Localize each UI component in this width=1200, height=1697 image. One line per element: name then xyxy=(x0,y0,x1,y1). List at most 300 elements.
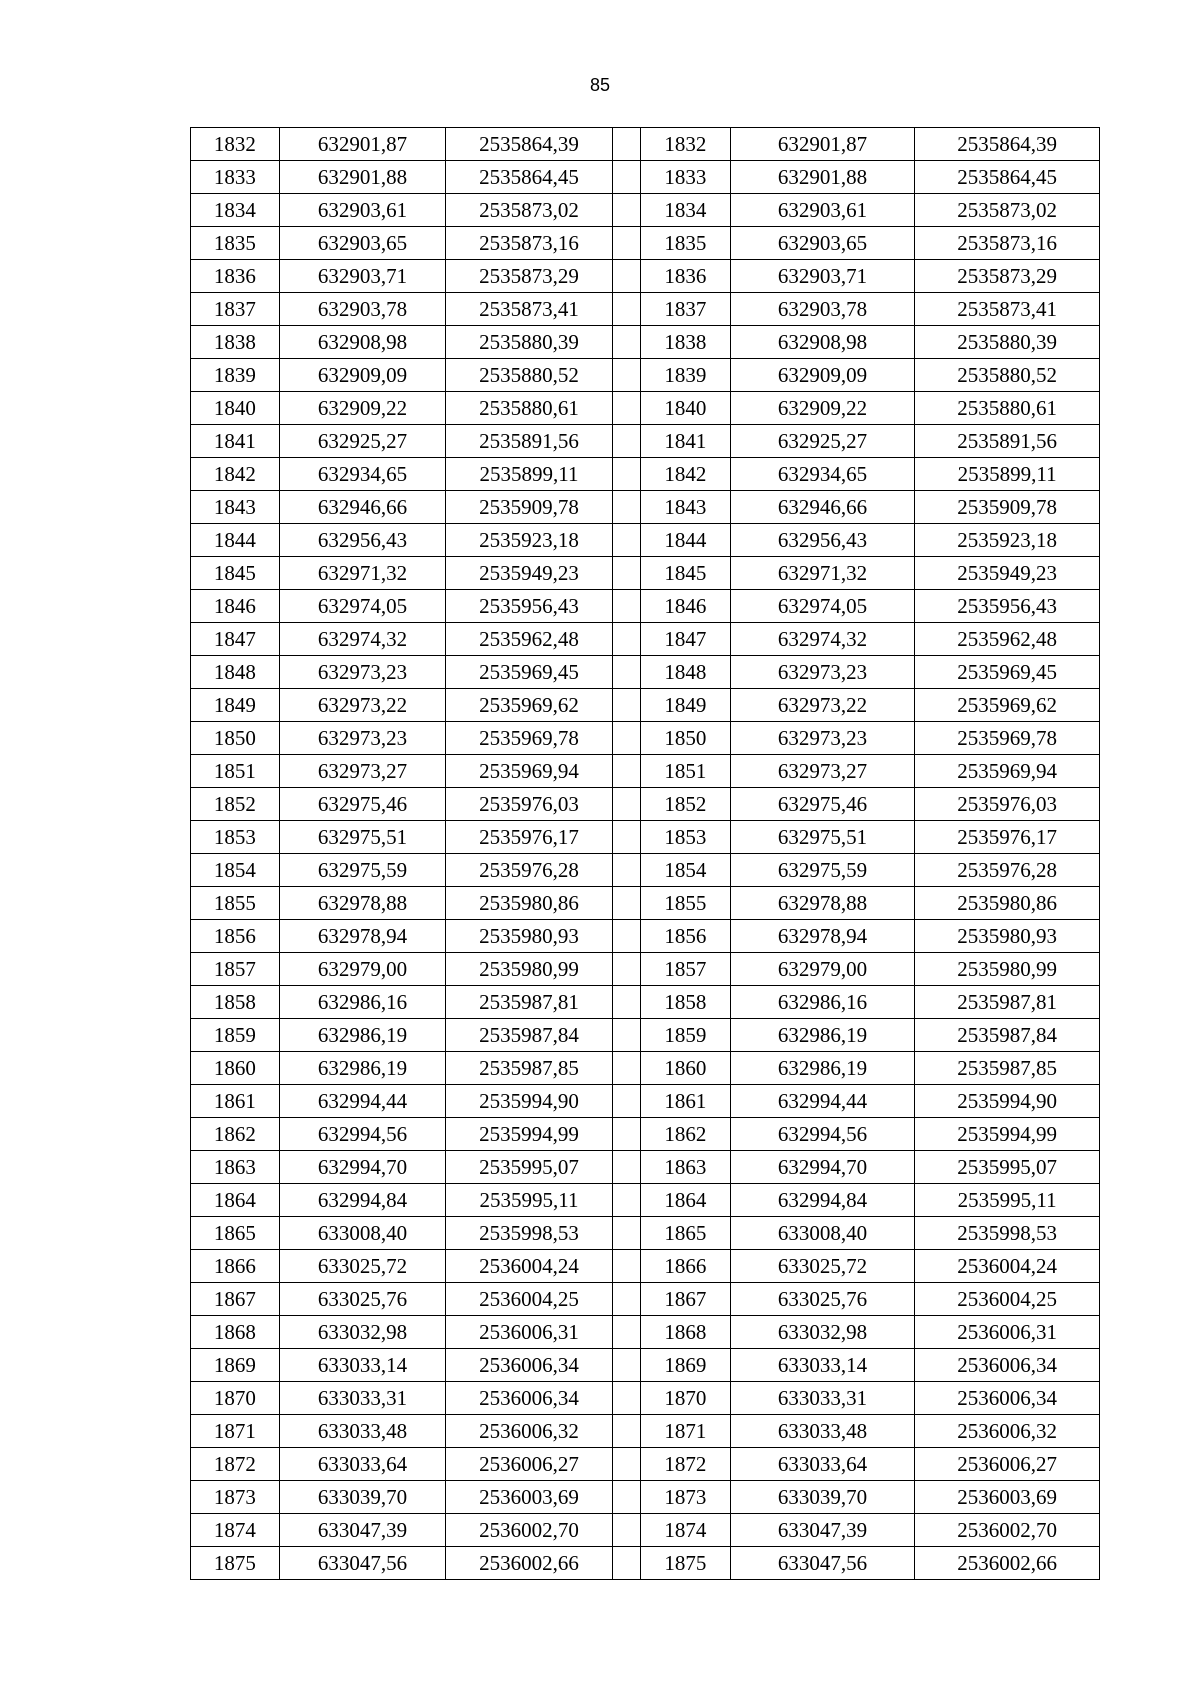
table-row xyxy=(191,161,1100,194)
x-coordinate-cell-left: 632901,88 xyxy=(279,161,445,194)
point-number-cell-left: 1840 xyxy=(191,392,280,425)
y-coordinate-cell-left: 2535976,17 xyxy=(446,821,612,854)
point-number-cell-right: 1842 xyxy=(640,458,730,491)
x-coordinate-cell-left: 633047,56 xyxy=(279,1547,445,1580)
x-coordinate-cell-left: 633025,72 xyxy=(279,1250,445,1283)
separator-cell xyxy=(612,854,640,887)
point-number-cell-left: 1835 xyxy=(191,227,280,260)
separator-cell xyxy=(612,128,640,161)
point-number-cell-right: 1874 xyxy=(640,1514,730,1547)
y-coordinate-cell-left: 2535969,94 xyxy=(446,755,612,788)
separator-cell xyxy=(612,1316,640,1349)
y-coordinate-cell-left: 2536004,25 xyxy=(446,1283,612,1316)
x-coordinate-cell-right: 632903,78 xyxy=(730,293,915,326)
point-number-cell-right: 1844 xyxy=(640,524,730,557)
point-number-cell-right: 1873 xyxy=(640,1481,730,1514)
y-coordinate-cell-right: 2535969,94 xyxy=(915,755,1100,788)
separator-cell xyxy=(612,920,640,953)
y-coordinate-cell-right: 2535880,52 xyxy=(915,359,1100,392)
separator-cell xyxy=(612,293,640,326)
x-coordinate-cell-left: 632903,61 xyxy=(279,194,445,227)
separator-cell xyxy=(612,788,640,821)
separator-cell xyxy=(612,1448,640,1481)
table-row xyxy=(191,1415,1100,1448)
y-coordinate-cell-right: 2535976,17 xyxy=(915,821,1100,854)
x-coordinate-cell-right: 632909,22 xyxy=(730,392,915,425)
y-coordinate-cell-left: 2536003,69 xyxy=(446,1481,612,1514)
point-number-cell-right: 1856 xyxy=(640,920,730,953)
point-number-cell-right: 1839 xyxy=(640,359,730,392)
y-coordinate-cell-left: 2535891,56 xyxy=(446,425,612,458)
y-coordinate-cell-right: 2535899,11 xyxy=(915,458,1100,491)
point-number-cell-left: 1866 xyxy=(191,1250,280,1283)
point-number-cell-right: 1852 xyxy=(640,788,730,821)
separator-cell xyxy=(612,1349,640,1382)
point-number-cell-right: 1869 xyxy=(640,1349,730,1382)
y-coordinate-cell-right: 2535891,56 xyxy=(915,425,1100,458)
y-coordinate-cell-left: 2535873,02 xyxy=(446,194,612,227)
y-coordinate-cell-right: 2535956,43 xyxy=(915,590,1100,623)
point-number-cell-left: 1860 xyxy=(191,1052,280,1085)
y-coordinate-cell-right: 2536006,27 xyxy=(915,1448,1100,1481)
table-row xyxy=(191,1349,1100,1382)
point-number-cell-left: 1854 xyxy=(191,854,280,887)
point-number-cell-right: 1848 xyxy=(640,656,730,689)
x-coordinate-cell-right: 632975,51 xyxy=(730,821,915,854)
table-row xyxy=(191,1250,1100,1283)
point-number-cell-left: 1870 xyxy=(191,1382,280,1415)
table-row xyxy=(191,1085,1100,1118)
separator-cell xyxy=(612,887,640,920)
x-coordinate-cell-left: 632986,19 xyxy=(279,1019,445,1052)
x-coordinate-cell-right: 632994,56 xyxy=(730,1118,915,1151)
point-number-cell-left: 1852 xyxy=(191,788,280,821)
point-number-cell-right: 1862 xyxy=(640,1118,730,1151)
point-number-cell-left: 1858 xyxy=(191,986,280,1019)
y-coordinate-cell-left: 2535969,62 xyxy=(446,689,612,722)
y-coordinate-cell-left: 2535995,07 xyxy=(446,1151,612,1184)
y-coordinate-cell-left: 2535976,28 xyxy=(446,854,612,887)
x-coordinate-cell-right: 632909,09 xyxy=(730,359,915,392)
y-coordinate-cell-left: 2535873,16 xyxy=(446,227,612,260)
x-coordinate-cell-right: 632901,87 xyxy=(730,128,915,161)
table-row xyxy=(191,524,1100,557)
y-coordinate-cell-left: 2535976,03 xyxy=(446,788,612,821)
table-row xyxy=(191,788,1100,821)
y-coordinate-cell-left: 2535998,53 xyxy=(446,1217,612,1250)
point-number-cell-left: 1869 xyxy=(191,1349,280,1382)
point-number-cell-right: 1840 xyxy=(640,392,730,425)
point-number-cell-right: 1836 xyxy=(640,260,730,293)
table-row xyxy=(191,656,1100,689)
table-row xyxy=(191,557,1100,590)
y-coordinate-cell-right: 2535987,84 xyxy=(915,1019,1100,1052)
separator-cell xyxy=(612,755,640,788)
point-number-cell-left: 1872 xyxy=(191,1448,280,1481)
y-coordinate-cell-left: 2535923,18 xyxy=(446,524,612,557)
x-coordinate-cell-left: 633025,76 xyxy=(279,1283,445,1316)
x-coordinate-cell-left: 632909,09 xyxy=(279,359,445,392)
x-coordinate-cell-left: 633033,31 xyxy=(279,1382,445,1415)
point-number-cell-left: 1848 xyxy=(191,656,280,689)
table-row xyxy=(191,1052,1100,1085)
point-number-cell-right: 1867 xyxy=(640,1283,730,1316)
point-number-cell-left: 1873 xyxy=(191,1481,280,1514)
x-coordinate-cell-left: 632975,46 xyxy=(279,788,445,821)
point-number-cell-right: 1860 xyxy=(640,1052,730,1085)
table-row xyxy=(191,326,1100,359)
y-coordinate-cell-right: 2535962,48 xyxy=(915,623,1100,656)
separator-cell xyxy=(612,1514,640,1547)
separator-cell xyxy=(612,722,640,755)
point-number-cell-left: 1851 xyxy=(191,755,280,788)
x-coordinate-cell-right: 632986,19 xyxy=(730,1019,915,1052)
x-coordinate-cell-right: 633033,64 xyxy=(730,1448,915,1481)
table-row xyxy=(191,887,1100,920)
x-coordinate-cell-left: 632901,87 xyxy=(279,128,445,161)
y-coordinate-cell-right: 2535980,93 xyxy=(915,920,1100,953)
x-coordinate-cell-right: 632973,27 xyxy=(730,755,915,788)
separator-cell xyxy=(612,260,640,293)
x-coordinate-cell-right: 632974,32 xyxy=(730,623,915,656)
x-coordinate-cell-right: 632971,32 xyxy=(730,557,915,590)
point-number-cell-left: 1836 xyxy=(191,260,280,293)
point-number-cell-left: 1850 xyxy=(191,722,280,755)
x-coordinate-cell-right: 633033,48 xyxy=(730,1415,915,1448)
point-number-cell-left: 1853 xyxy=(191,821,280,854)
separator-cell xyxy=(612,1052,640,1085)
x-coordinate-cell-left: 632908,98 xyxy=(279,326,445,359)
separator-cell xyxy=(612,557,640,590)
point-number-cell-left: 1841 xyxy=(191,425,280,458)
y-coordinate-cell-right: 2536006,31 xyxy=(915,1316,1100,1349)
point-number-cell-left: 1865 xyxy=(191,1217,280,1250)
separator-cell xyxy=(612,1547,640,1580)
table-row xyxy=(191,260,1100,293)
y-coordinate-cell-left: 2535909,78 xyxy=(446,491,612,524)
y-coordinate-cell-right: 2535987,81 xyxy=(915,986,1100,1019)
point-number-cell-right: 1847 xyxy=(640,623,730,656)
table-row xyxy=(191,821,1100,854)
point-number-cell-left: 1859 xyxy=(191,1019,280,1052)
y-coordinate-cell-right: 2536004,24 xyxy=(915,1250,1100,1283)
point-number-cell-left: 1834 xyxy=(191,194,280,227)
point-number-cell-right: 1846 xyxy=(640,590,730,623)
x-coordinate-cell-left: 632973,22 xyxy=(279,689,445,722)
x-coordinate-cell-left: 632956,43 xyxy=(279,524,445,557)
separator-cell xyxy=(612,986,640,1019)
y-coordinate-cell-left: 2535969,78 xyxy=(446,722,612,755)
x-coordinate-cell-right: 633033,14 xyxy=(730,1349,915,1382)
point-number-cell-right: 1854 xyxy=(640,854,730,887)
x-coordinate-cell-left: 632973,27 xyxy=(279,755,445,788)
x-coordinate-cell-right: 632956,43 xyxy=(730,524,915,557)
x-coordinate-cell-left: 632903,78 xyxy=(279,293,445,326)
y-coordinate-cell-left: 2536006,32 xyxy=(446,1415,612,1448)
point-number-cell-right: 1871 xyxy=(640,1415,730,1448)
point-number-cell-left: 1849 xyxy=(191,689,280,722)
x-coordinate-cell-left: 633033,64 xyxy=(279,1448,445,1481)
y-coordinate-cell-left: 2536006,27 xyxy=(446,1448,612,1481)
separator-cell xyxy=(612,1019,640,1052)
coordinates-table xyxy=(190,127,1100,1580)
y-coordinate-cell-left: 2536002,66 xyxy=(446,1547,612,1580)
y-coordinate-cell-left: 2536006,31 xyxy=(446,1316,612,1349)
point-number-cell-right: 1832 xyxy=(640,128,730,161)
table-row xyxy=(191,986,1100,1019)
separator-cell xyxy=(612,590,640,623)
point-number-cell-left: 1861 xyxy=(191,1085,280,1118)
table-row xyxy=(191,491,1100,524)
x-coordinate-cell-left: 632994,70 xyxy=(279,1151,445,1184)
x-coordinate-cell-left: 632986,19 xyxy=(279,1052,445,1085)
separator-cell xyxy=(612,1184,640,1217)
y-coordinate-cell-right: 2536004,25 xyxy=(915,1283,1100,1316)
y-coordinate-cell-right: 2535949,23 xyxy=(915,557,1100,590)
x-coordinate-cell-right: 632934,65 xyxy=(730,458,915,491)
point-number-cell-right: 1835 xyxy=(640,227,730,260)
y-coordinate-cell-right: 2536006,32 xyxy=(915,1415,1100,1448)
point-number-cell-right: 1872 xyxy=(640,1448,730,1481)
x-coordinate-cell-left: 633047,39 xyxy=(279,1514,445,1547)
table-row xyxy=(191,1283,1100,1316)
y-coordinate-cell-left: 2535994,90 xyxy=(446,1085,612,1118)
separator-cell xyxy=(612,227,640,260)
point-number-cell-left: 1871 xyxy=(191,1415,280,1448)
y-coordinate-cell-right: 2535880,39 xyxy=(915,326,1100,359)
point-number-cell-left: 1837 xyxy=(191,293,280,326)
y-coordinate-cell-right: 2535994,99 xyxy=(915,1118,1100,1151)
table-row xyxy=(191,755,1100,788)
table-row xyxy=(191,293,1100,326)
point-number-cell-right: 1868 xyxy=(640,1316,730,1349)
x-coordinate-cell-left: 633033,14 xyxy=(279,1349,445,1382)
point-number-cell-right: 1858 xyxy=(640,986,730,1019)
y-coordinate-cell-right: 2535976,28 xyxy=(915,854,1100,887)
x-coordinate-cell-left: 632994,56 xyxy=(279,1118,445,1151)
x-coordinate-cell-left: 632974,32 xyxy=(279,623,445,656)
y-coordinate-cell-right: 2535987,85 xyxy=(915,1052,1100,1085)
x-coordinate-cell-right: 633025,72 xyxy=(730,1250,915,1283)
y-coordinate-cell-left: 2535899,11 xyxy=(446,458,612,491)
separator-cell xyxy=(612,1151,640,1184)
x-coordinate-cell-left: 632903,65 xyxy=(279,227,445,260)
point-number-cell-right: 1850 xyxy=(640,722,730,755)
point-number-cell-right: 1863 xyxy=(640,1151,730,1184)
table-row xyxy=(191,590,1100,623)
x-coordinate-cell-right: 632973,22 xyxy=(730,689,915,722)
point-number-cell-right: 1841 xyxy=(640,425,730,458)
x-coordinate-cell-left: 632978,88 xyxy=(279,887,445,920)
table-row xyxy=(191,128,1100,161)
separator-cell xyxy=(612,524,640,557)
x-coordinate-cell-left: 632975,59 xyxy=(279,854,445,887)
table-row xyxy=(191,1514,1100,1547)
point-number-cell-left: 1856 xyxy=(191,920,280,953)
x-coordinate-cell-left: 632971,32 xyxy=(279,557,445,590)
x-coordinate-cell-right: 633008,40 xyxy=(730,1217,915,1250)
separator-cell xyxy=(612,821,640,854)
y-coordinate-cell-right: 2536006,34 xyxy=(915,1349,1100,1382)
x-coordinate-cell-left: 633033,48 xyxy=(279,1415,445,1448)
y-coordinate-cell-left: 2535994,99 xyxy=(446,1118,612,1151)
y-coordinate-cell-right: 2535980,99 xyxy=(915,953,1100,986)
point-number-cell-left: 1832 xyxy=(191,128,280,161)
point-number-cell-right: 1845 xyxy=(640,557,730,590)
table-row xyxy=(191,1382,1100,1415)
y-coordinate-cell-right: 2535976,03 xyxy=(915,788,1100,821)
y-coordinate-cell-left: 2535873,41 xyxy=(446,293,612,326)
x-coordinate-cell-right: 632994,84 xyxy=(730,1184,915,1217)
y-coordinate-cell-left: 2535987,85 xyxy=(446,1052,612,1085)
y-coordinate-cell-right: 2536002,70 xyxy=(915,1514,1100,1547)
separator-cell xyxy=(612,1250,640,1283)
point-number-cell-right: 1833 xyxy=(640,161,730,194)
y-coordinate-cell-left: 2535980,93 xyxy=(446,920,612,953)
point-number-cell-right: 1834 xyxy=(640,194,730,227)
y-coordinate-cell-left: 2536002,70 xyxy=(446,1514,612,1547)
x-coordinate-cell-right: 632978,88 xyxy=(730,887,915,920)
y-coordinate-cell-right: 2535873,16 xyxy=(915,227,1100,260)
table-row xyxy=(191,1118,1100,1151)
y-coordinate-cell-right: 2535998,53 xyxy=(915,1217,1100,1250)
point-number-cell-left: 1845 xyxy=(191,557,280,590)
y-coordinate-cell-left: 2535956,43 xyxy=(446,590,612,623)
x-coordinate-cell-left: 632974,05 xyxy=(279,590,445,623)
point-number-cell-left: 1875 xyxy=(191,1547,280,1580)
point-number-cell-left: 1844 xyxy=(191,524,280,557)
y-coordinate-cell-right: 2535980,86 xyxy=(915,887,1100,920)
separator-cell xyxy=(612,689,640,722)
y-coordinate-cell-right: 2535923,18 xyxy=(915,524,1100,557)
x-coordinate-cell-right: 632994,44 xyxy=(730,1085,915,1118)
point-number-cell-right: 1870 xyxy=(640,1382,730,1415)
y-coordinate-cell-left: 2535880,39 xyxy=(446,326,612,359)
y-coordinate-cell-left: 2535873,29 xyxy=(446,260,612,293)
point-number-cell-left: 1833 xyxy=(191,161,280,194)
y-coordinate-cell-right: 2535873,02 xyxy=(915,194,1100,227)
y-coordinate-cell-left: 2535987,81 xyxy=(446,986,612,1019)
point-number-cell-left: 1847 xyxy=(191,623,280,656)
x-coordinate-cell-right: 632903,65 xyxy=(730,227,915,260)
x-coordinate-cell-right: 632986,19 xyxy=(730,1052,915,1085)
y-coordinate-cell-left: 2536004,24 xyxy=(446,1250,612,1283)
point-number-cell-left: 1874 xyxy=(191,1514,280,1547)
table-row xyxy=(191,623,1100,656)
point-number-cell-left: 1857 xyxy=(191,953,280,986)
separator-cell xyxy=(612,1382,640,1415)
x-coordinate-cell-left: 633032,98 xyxy=(279,1316,445,1349)
point-number-cell-right: 1838 xyxy=(640,326,730,359)
point-number-cell-left: 1867 xyxy=(191,1283,280,1316)
y-coordinate-cell-right: 2535969,62 xyxy=(915,689,1100,722)
x-coordinate-cell-left: 632975,51 xyxy=(279,821,445,854)
separator-cell xyxy=(612,1481,640,1514)
x-coordinate-cell-right: 632973,23 xyxy=(730,656,915,689)
separator-cell xyxy=(612,491,640,524)
separator-cell xyxy=(612,194,640,227)
x-coordinate-cell-right: 632994,70 xyxy=(730,1151,915,1184)
table-row xyxy=(191,227,1100,260)
point-number-cell-right: 1849 xyxy=(640,689,730,722)
y-coordinate-cell-left: 2535962,48 xyxy=(446,623,612,656)
table-row xyxy=(191,425,1100,458)
y-coordinate-cell-right: 2535880,61 xyxy=(915,392,1100,425)
point-number-cell-left: 1846 xyxy=(191,590,280,623)
x-coordinate-cell-left: 632979,00 xyxy=(279,953,445,986)
point-number-cell-right: 1861 xyxy=(640,1085,730,1118)
y-coordinate-cell-right: 2535864,39 xyxy=(915,128,1100,161)
y-coordinate-cell-right: 2535995,11 xyxy=(915,1184,1100,1217)
point-number-cell-right: 1851 xyxy=(640,755,730,788)
separator-cell xyxy=(612,953,640,986)
point-number-cell-right: 1865 xyxy=(640,1217,730,1250)
table-row xyxy=(191,359,1100,392)
table-row xyxy=(191,1217,1100,1250)
y-coordinate-cell-right: 2535994,90 xyxy=(915,1085,1100,1118)
point-number-cell-right: 1866 xyxy=(640,1250,730,1283)
separator-cell xyxy=(612,623,640,656)
x-coordinate-cell-right: 632975,59 xyxy=(730,854,915,887)
x-coordinate-cell-left: 632934,65 xyxy=(279,458,445,491)
table-row xyxy=(191,1547,1100,1580)
x-coordinate-cell-right: 632901,88 xyxy=(730,161,915,194)
x-coordinate-cell-left: 632994,84 xyxy=(279,1184,445,1217)
x-coordinate-cell-right: 632925,27 xyxy=(730,425,915,458)
y-coordinate-cell-right: 2535969,78 xyxy=(915,722,1100,755)
x-coordinate-cell-right: 632973,23 xyxy=(730,722,915,755)
y-coordinate-cell-left: 2536006,34 xyxy=(446,1382,612,1415)
x-coordinate-cell-left: 633039,70 xyxy=(279,1481,445,1514)
table-body xyxy=(191,128,1100,1580)
point-number-cell-right: 1875 xyxy=(640,1547,730,1580)
point-number-cell-right: 1853 xyxy=(640,821,730,854)
x-coordinate-cell-left: 632973,23 xyxy=(279,656,445,689)
table-row xyxy=(191,1019,1100,1052)
x-coordinate-cell-right: 632978,94 xyxy=(730,920,915,953)
point-number-cell-left: 1868 xyxy=(191,1316,280,1349)
table-row xyxy=(191,1481,1100,1514)
x-coordinate-cell-right: 633047,56 xyxy=(730,1547,915,1580)
x-coordinate-cell-left: 632978,94 xyxy=(279,920,445,953)
y-coordinate-cell-right: 2535995,07 xyxy=(915,1151,1100,1184)
point-number-cell-left: 1862 xyxy=(191,1118,280,1151)
y-coordinate-cell-right: 2535873,41 xyxy=(915,293,1100,326)
x-coordinate-cell-right: 632986,16 xyxy=(730,986,915,1019)
y-coordinate-cell-left: 2535949,23 xyxy=(446,557,612,590)
x-coordinate-cell-left: 632946,66 xyxy=(279,491,445,524)
page-number: 85 xyxy=(589,75,611,95)
x-coordinate-cell-right: 632903,71 xyxy=(730,260,915,293)
y-coordinate-cell-right: 2535909,78 xyxy=(915,491,1100,524)
table-row xyxy=(191,953,1100,986)
point-number-cell-right: 1843 xyxy=(640,491,730,524)
x-coordinate-cell-right: 632908,98 xyxy=(730,326,915,359)
x-coordinate-cell-right: 633032,98 xyxy=(730,1316,915,1349)
table-row xyxy=(191,1151,1100,1184)
x-coordinate-cell-left: 632994,44 xyxy=(279,1085,445,1118)
separator-cell xyxy=(612,656,640,689)
x-coordinate-cell-left: 633008,40 xyxy=(279,1217,445,1250)
point-number-cell-right: 1857 xyxy=(640,953,730,986)
y-coordinate-cell-left: 2535980,99 xyxy=(446,953,612,986)
separator-cell xyxy=(612,326,640,359)
x-coordinate-cell-left: 632909,22 xyxy=(279,392,445,425)
y-coordinate-cell-right: 2536006,34 xyxy=(915,1382,1100,1415)
point-number-cell-left: 1839 xyxy=(191,359,280,392)
x-coordinate-cell-left: 632986,16 xyxy=(279,986,445,1019)
y-coordinate-cell-left: 2535995,11 xyxy=(446,1184,612,1217)
